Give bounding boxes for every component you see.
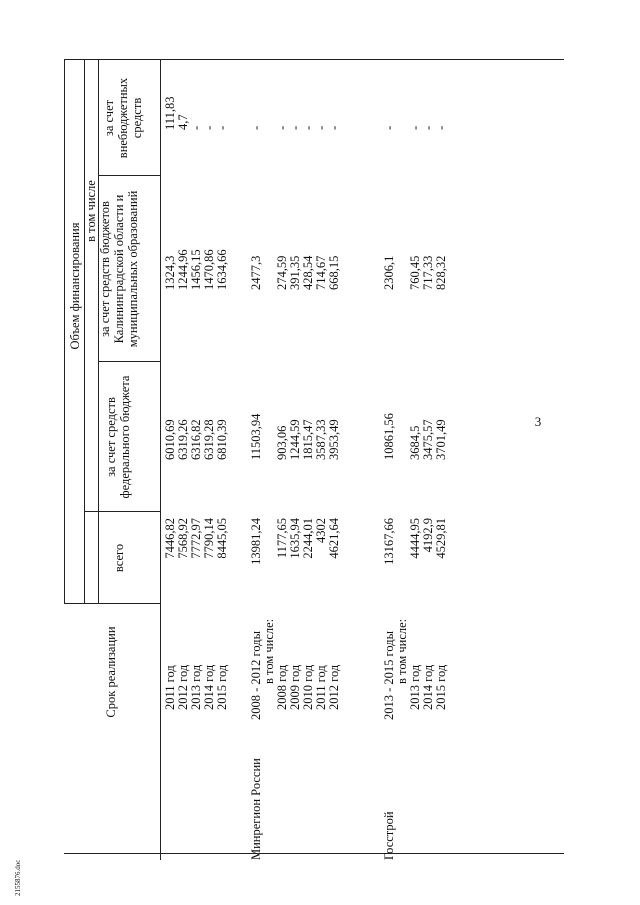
row-9-total: 2244,01: [301, 518, 315, 559]
row-2-extra: -: [189, 125, 203, 130]
row-4-regional: 1634,66: [215, 249, 229, 290]
header-bottom-rule: [160, 60, 161, 860]
row-12-total: 13167,66: [382, 518, 396, 565]
row-5-total: 13981,24: [249, 518, 263, 565]
row-15-federal: 3475,57: [421, 419, 435, 460]
header-volume: Объем финансирования: [68, 222, 82, 350]
row-16-period: 2015 год: [434, 664, 448, 710]
row-0-period: 2011 год: [163, 665, 177, 710]
row-7-extra: -: [275, 125, 289, 130]
row-14-federal: 3684,5: [408, 425, 422, 460]
header-period-cell: [104, 604, 160, 740]
row-14-extra: -: [408, 125, 422, 130]
row-2-period: 2013 год: [189, 664, 203, 710]
row-16-federal: 3701,49: [434, 419, 448, 460]
row-12-regional: 2306,1: [382, 255, 396, 290]
row-10-regional: 714,67: [314, 255, 328, 290]
row-9-extra: -: [301, 125, 315, 130]
row-13-period: в том числе:: [395, 618, 409, 684]
row-15-period: 2014 год: [421, 664, 435, 710]
row-7-regional: 274,59: [275, 255, 289, 290]
row-9-period: 2010 год: [301, 664, 315, 710]
header-extra: за счет внебюджетных средств: [102, 77, 144, 159]
row-2-total: 7772,97: [189, 518, 203, 559]
row-7-federal: 903,06: [275, 425, 289, 460]
row-6-period: в том числе:: [262, 618, 276, 684]
row-15-total: 4192,9: [421, 518, 435, 553]
row-4-extra: -: [215, 125, 229, 130]
row-0-federal: 6010,69: [163, 419, 177, 460]
row-11-period: 2012 год: [327, 664, 341, 710]
row-7-period: 2008 год: [275, 664, 289, 710]
row-8-extra: -: [288, 125, 302, 130]
row-5-extra: -: [249, 125, 263, 130]
row-2-regional: 1456,15: [189, 249, 203, 290]
row-9-federal: 1815,47: [301, 419, 315, 460]
row-1-period: 2012 год: [176, 664, 190, 710]
row-3-period: 2014 год: [202, 664, 216, 710]
row-3-total: 7790,14: [202, 518, 216, 559]
header-regional: за счет средств бюджетов Калининградской области и муниципальных образований: [98, 190, 140, 348]
row-10-total: 4302: [314, 518, 328, 543]
row-8-federal: 1244,59: [288, 419, 302, 460]
row-3-regional: 1470,86: [202, 249, 216, 290]
table-border-left: [64, 853, 564, 854]
row-0-regional: 1324,3: [163, 255, 177, 290]
row-12-federal: 10861,56: [382, 413, 396, 460]
row-5-federal: 11503,94: [249, 413, 263, 460]
row-2-federal: 6316,82: [189, 419, 203, 460]
header-including: в том числе: [84, 180, 98, 242]
header-period-text: Срок реализации: [104, 626, 118, 718]
row-16-total: 4529,81: [434, 518, 448, 559]
row-3-extra: -: [202, 125, 216, 130]
footer-filename-text: 2155876.doc: [14, 859, 22, 896]
row-11-federal: 3953,49: [327, 419, 341, 460]
col-rule-period: [64, 59, 65, 604]
row-9-regional: 428,54: [301, 255, 315, 290]
row-0-total: 7446,82: [163, 518, 177, 559]
row-8-total: 1635,94: [288, 518, 302, 559]
row-16-extra: -: [434, 125, 448, 130]
row-15-regional: 717,33: [421, 255, 435, 290]
row-4-total: 8445,05: [215, 518, 229, 559]
row-10-period: 2011 год: [314, 665, 328, 710]
row-11-total: 4621,64: [327, 518, 341, 559]
row-5-org: Минрегион России: [249, 758, 263, 860]
row-16-regional: 828,32: [434, 255, 448, 290]
row-15-extra: -: [421, 125, 435, 130]
row-5-period: 2008 - 2012 годы: [249, 630, 263, 720]
rotated-financing-table: [64, 60, 624, 860]
row-7-total: 1177,65: [275, 518, 289, 559]
row-10-federal: 3587,33: [314, 419, 328, 460]
row-3-federal: 6319,28: [202, 419, 216, 460]
header-federal: за счет средств федерального бюджета: [104, 375, 132, 499]
row-1-extra: 4,7: [176, 114, 190, 130]
row-12-extra: -: [382, 125, 396, 130]
footer-filename: [14, 840, 64, 900]
page-number: 3: [534, 413, 542, 429]
row-12-period: 2013 - 2015 годы: [382, 630, 396, 720]
row-4-federal: 6810,39: [215, 419, 229, 460]
row-1-federal: 6319,26: [176, 419, 190, 460]
header-total: всего: [112, 543, 126, 573]
row-8-period: 2009 год: [288, 664, 302, 710]
row-12-org: Госстрой: [382, 811, 396, 860]
row-4-period: 2015 год: [215, 664, 229, 710]
row-14-period: 2013 год: [408, 664, 422, 710]
row-14-total: 4444,95: [408, 518, 422, 559]
row-1-total: 7568,92: [176, 518, 190, 559]
row-10-extra: -: [314, 125, 328, 130]
row-0-extra: 111,83: [163, 96, 177, 130]
row-1-regional: 1244,96: [176, 249, 190, 290]
row-8-regional: 391,35: [288, 255, 302, 290]
row-5-regional: 2477,3: [249, 255, 263, 290]
row-11-regional: 668,15: [327, 255, 341, 290]
row-14-regional: 760,45: [408, 255, 422, 290]
row-11-extra: -: [327, 125, 341, 130]
